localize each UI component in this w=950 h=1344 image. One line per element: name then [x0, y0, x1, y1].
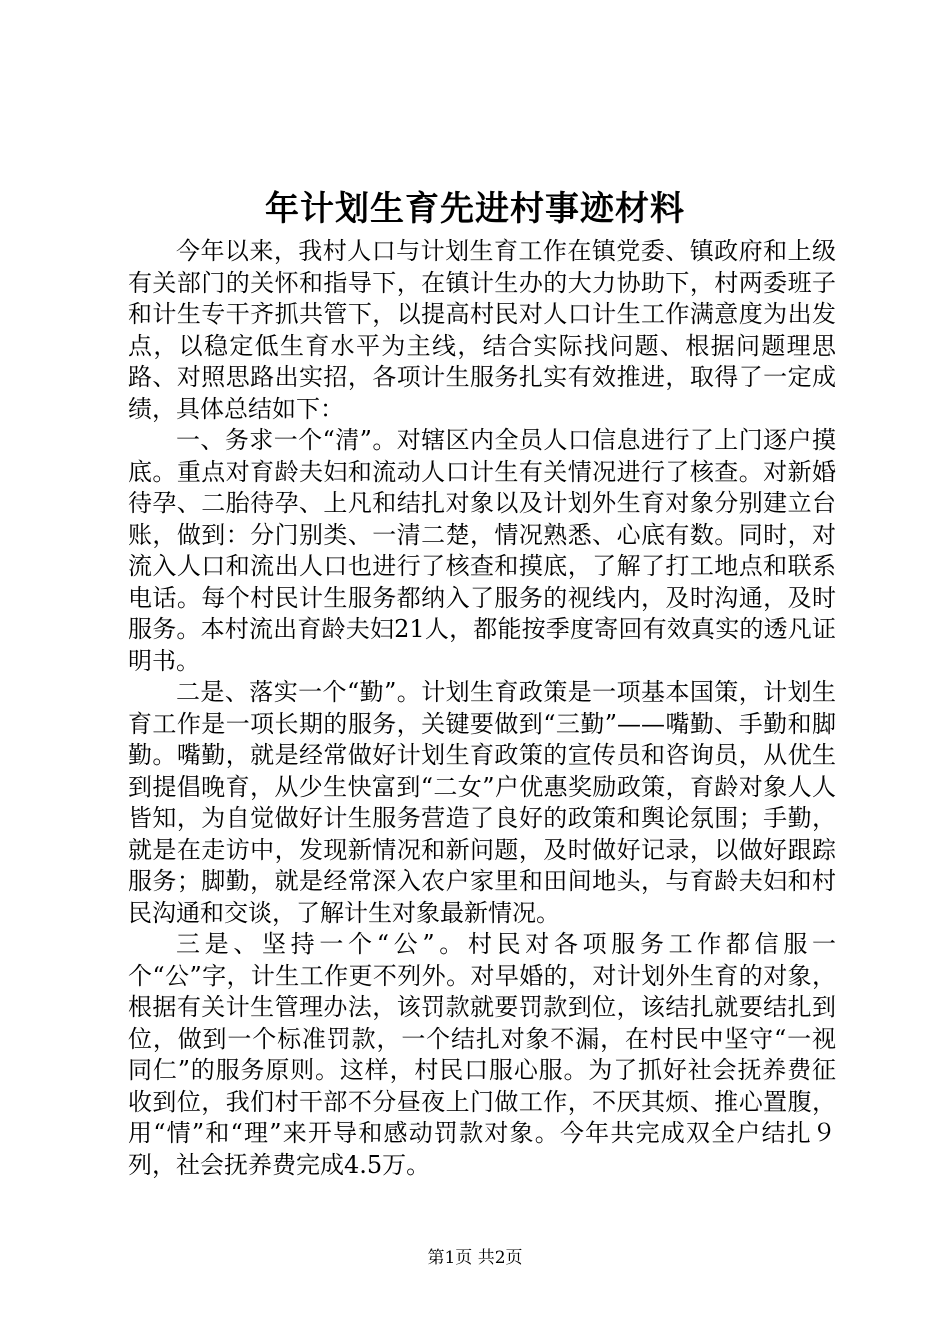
paragraph-section-1: 一、务求一个“清”。对辖区内全员人口信息进行了上门逐户摸底。重点对育龄夫妇和流动人口计生有关情况进行了核查。对新婚待孕、二胎待孕、上凡和结扎对象以及计划外生育对象分别建立台账，做到：分门别类、一清二楚，情况熟悉、心底有数。同时，对流入人口和流出人口也进行了核查和摸底，了解了打工地点和联系电话。每个村民计生服务都纳入了服务的视线内，及时沟通，及时服务。本村流出育龄夫妇21人，都能按季度寄回有效真实的透凡证明书。: [128, 426, 836, 675]
page-footer: 第1页 共2页: [427, 1248, 523, 1268]
paragraph-section-2: 二是、落实一个“勤”。计划生育政策是一项基本国策，计划生育工作是一项长期的服务，关键要做到“三勤”——嘴勤、手勤和脚勤。嘴勤，就是经常做好计划生育政策的宣传员和咨询员，从优生到提倡晚育，从少生快富到“二女”户优惠奖励政策，育龄对象人人皆知，为自觉做好计生服务营造了良好的政策和舆论氛围；手勤，就是在走访中，发现新情况和新问题，及时做好记录，以做好跟踪服务；脚勤，就是经常深入农户家里和田间地头，与育龄夫妇和村民沟通和交谈，了解计生对象最新情况。: [128, 678, 836, 927]
paragraph-intro: 今年以来，我村人口与计划生育工作在镇党委、镇政府和上级有关部门的关怀和指导下，在镇计生办的大力协助下，村两委班子和计生专干齐抓共管下，以提高村民对人口计生工作满意度为出发点，以稳定低生育水平为主线，结合实际找问题、根据问题理思路、对照思路出实招，各项计生服务扎实有效推进，取得了一定成绩，具体总结如下：: [128, 237, 836, 423]
document-body: [128, 236, 836, 1181]
paragraph-section-3: 三是、坚持一个“公”。村民对各项服务工作都信服一个“公”字，计生工作更不列外。对早婚的，对计划外生育的对象，根据有关计生管理办法，该罚款就要罚款到位，该结扎就要结扎到位，做到一个标准罚款，一个结扎对象不漏，在村民中坚守“一视同仁”的服务原则。这样，村民口服心服。为了抓好社会抚养费征收到位，我们村干部不分昼夜上门做工作，不厌其烦、推心置腹，用“情”和“理”来开导和感动罚款对象。今年共完成双全户结扎９列，社会抚养费完成4.5万。: [128, 930, 836, 1179]
document-title: 年计划生育先进村事迹材料: [265, 189, 685, 229]
